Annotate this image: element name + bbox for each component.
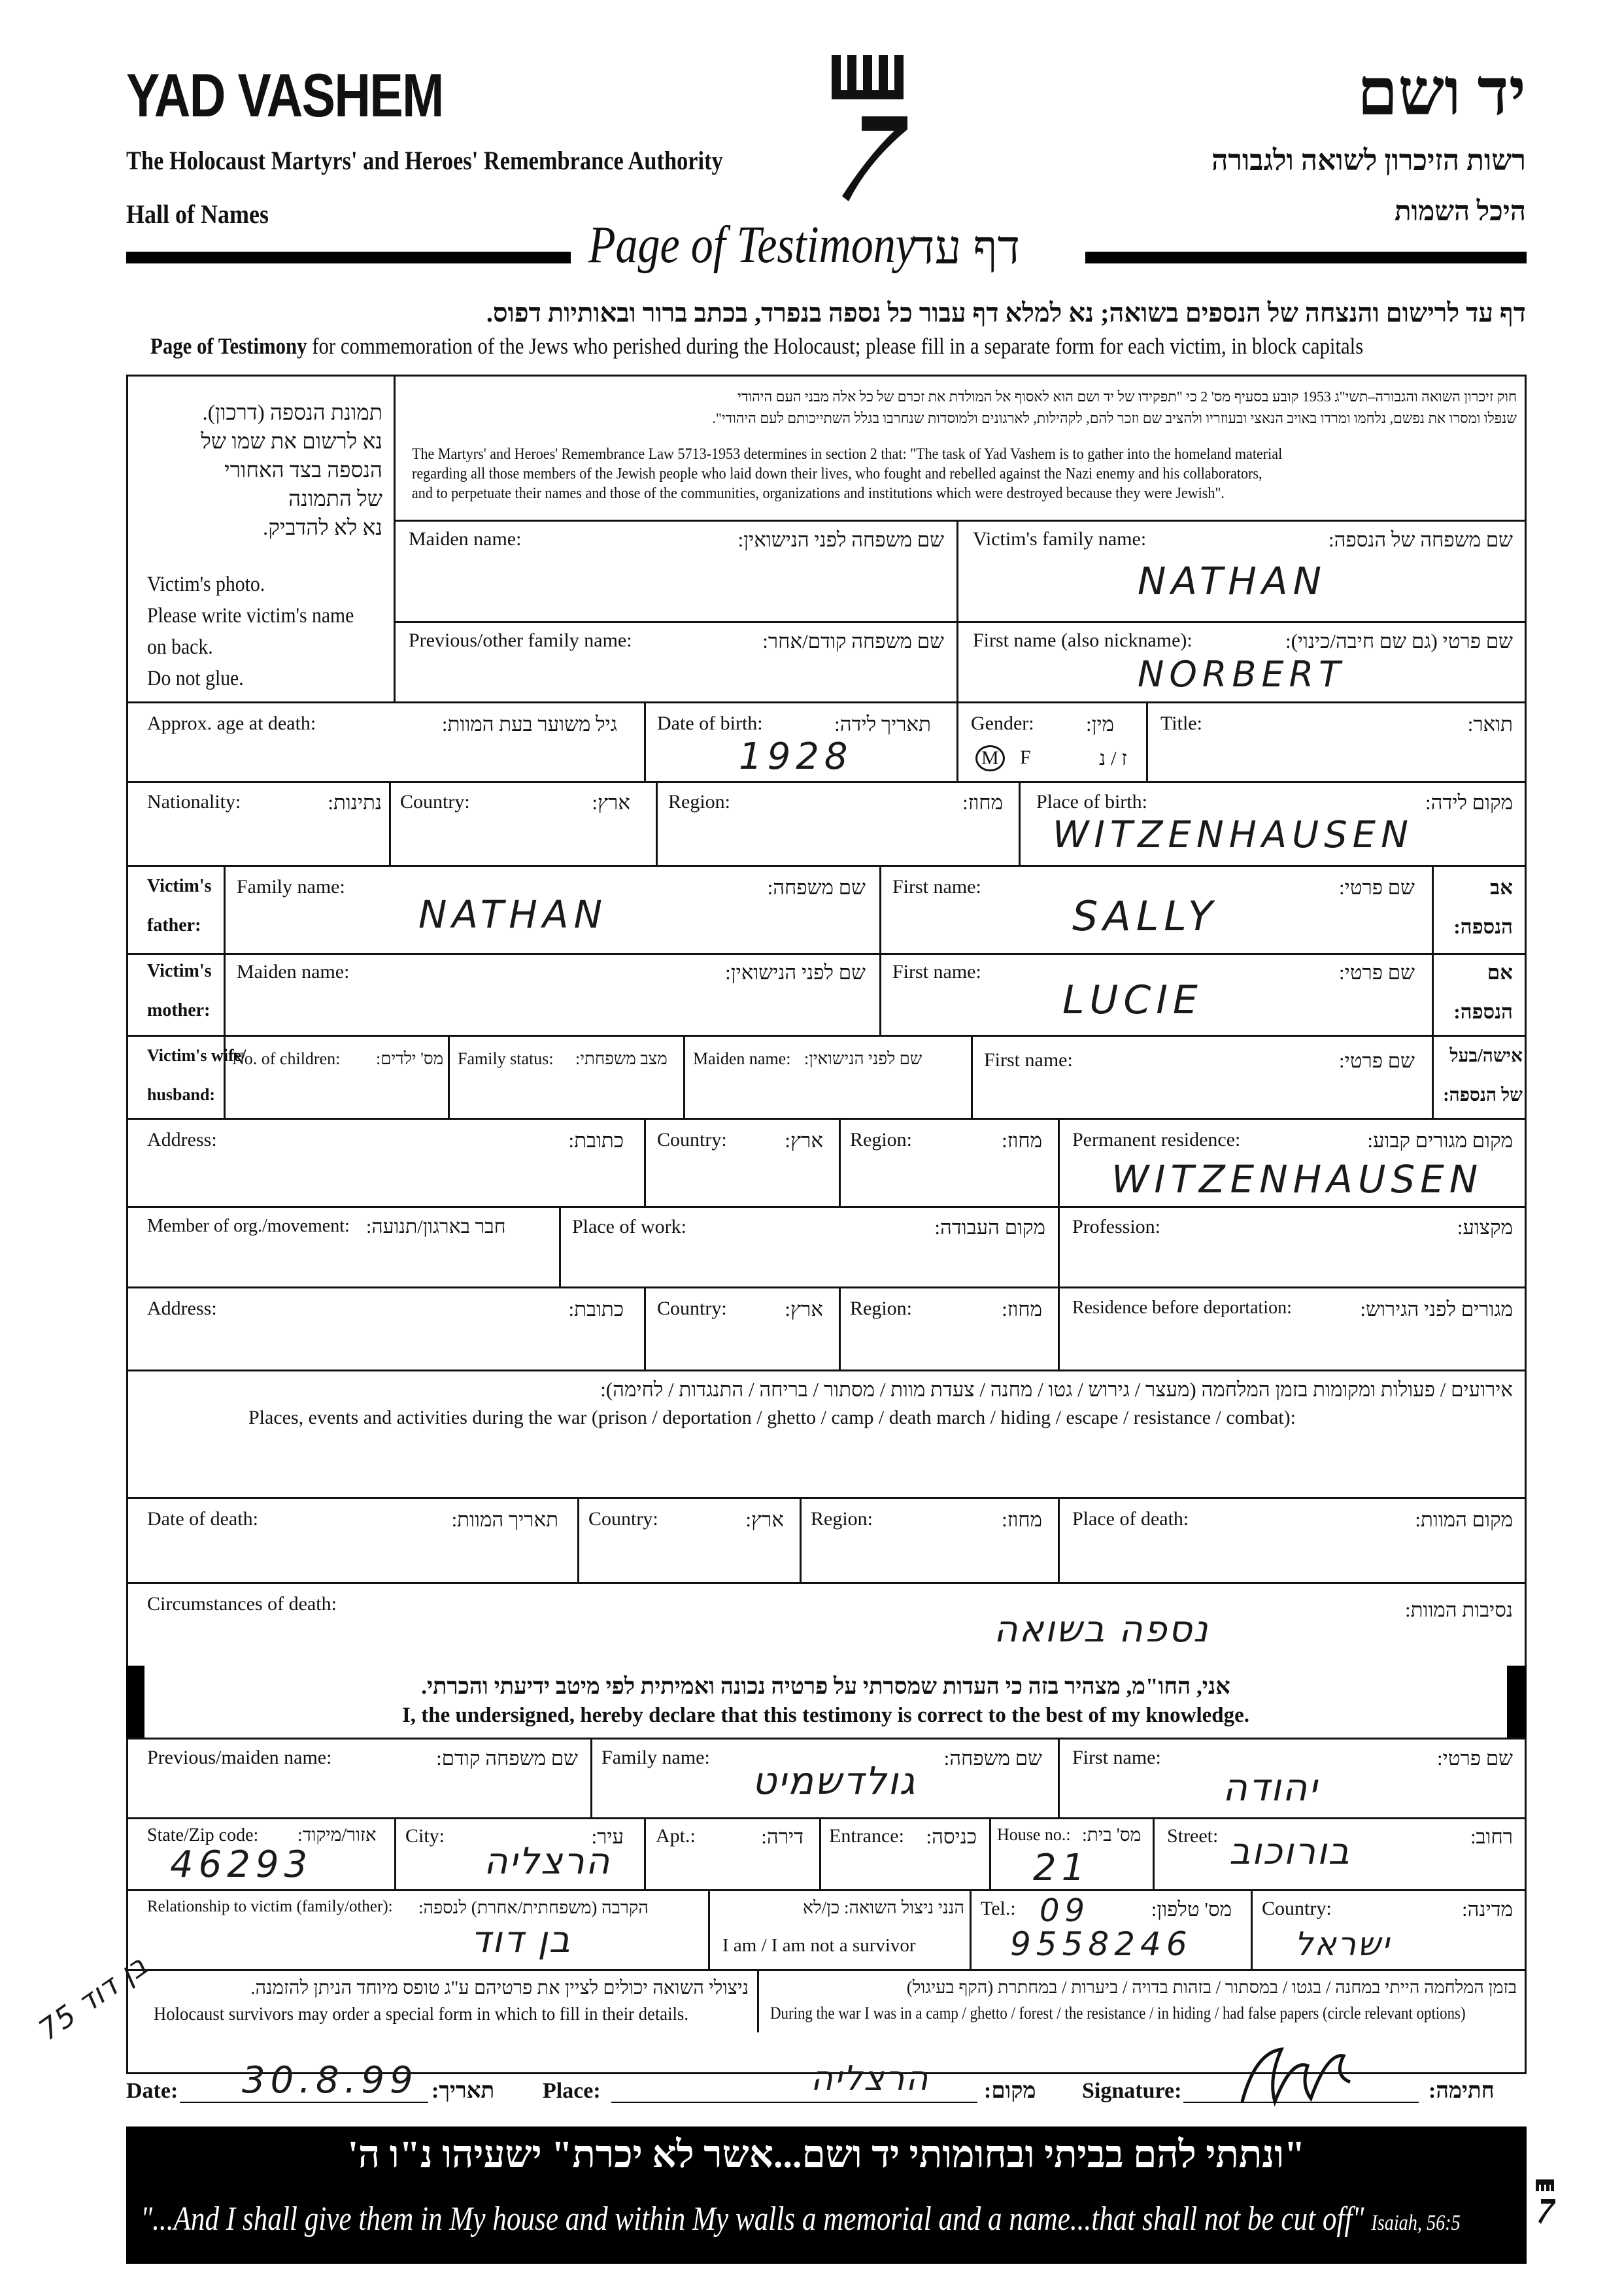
country-label: Country: xyxy=(400,791,470,813)
mother-first-value[interactable]: LUCIE xyxy=(1062,977,1203,1023)
mother-label-2: mother: xyxy=(147,1000,211,1020)
col-rule xyxy=(577,1497,579,1582)
pob-value[interactable]: WITZENHAUSEN xyxy=(1053,814,1413,856)
mother-maiden-label: Maiden name: xyxy=(237,961,350,983)
rule xyxy=(126,1286,1527,1288)
rule xyxy=(126,1497,1527,1499)
dob-label-he: תאריך לידה: xyxy=(834,713,931,735)
header-rule-right xyxy=(1085,252,1527,263)
sub-family-label-he: שם משפחה: xyxy=(943,1747,1042,1770)
rule xyxy=(126,865,1527,867)
perm-res-label-he: מקום מגורים קבוע: xyxy=(1367,1129,1513,1152)
city-label-he: עיר: xyxy=(591,1825,624,1848)
member-label: Member of org./movement: xyxy=(147,1216,350,1236)
rule xyxy=(126,1817,1527,1819)
pod-label-he: מקום המוות: xyxy=(1415,1508,1513,1531)
address-label-he: כתובת: xyxy=(568,1129,624,1152)
org-subtitle-en: The Holocaust Martyrs' and Heroes' Remembrance Authority xyxy=(126,146,723,175)
col-rule xyxy=(644,1817,646,1889)
col-rule xyxy=(879,865,881,1036)
gender-f-option[interactable]: F xyxy=(1020,747,1031,768)
date-underline xyxy=(180,2102,428,2103)
declaration-he: אני, החו"מ, מצהיר בזה כי העדות שמסרתי על פרטיה נכונה ואמיתית לפי מיטב ידיעתי והכרתי. xyxy=(421,1673,1230,1699)
father-first-label-he: שם פרטי: xyxy=(1339,876,1415,899)
circ-value[interactable]: נספה בשואה xyxy=(994,1608,1210,1651)
prev-family-label-he: שם משפחה קודם/אחר: xyxy=(762,630,944,652)
col-rule xyxy=(1146,701,1148,781)
declaration-bar-right xyxy=(1507,1666,1527,1738)
signature-label: Signature: xyxy=(1082,2079,1182,2103)
entrance-label: Entrance: xyxy=(829,1825,904,1847)
col-rule xyxy=(970,1889,972,1969)
mother-label-he-2: הנספה: xyxy=(1453,1000,1513,1023)
circ-label: Circumstances of death: xyxy=(147,1593,337,1615)
photo-en-line: Please write victim's name xyxy=(147,604,354,628)
gender-label: Gender: xyxy=(971,713,1034,734)
perm-res-label: Permanent residence: xyxy=(1072,1129,1241,1151)
country2-label: Country: xyxy=(1262,1898,1332,1919)
work-label-he: מקום העבודה: xyxy=(934,1216,1045,1239)
father-first-label: First name: xyxy=(892,876,981,898)
address-label-he-2: כתובת: xyxy=(568,1298,624,1320)
during-war-en: During the war I was in a camp / ghetto / forest / the resistance / in hiding / had false papers (circle relevant options) xyxy=(770,2004,1466,2023)
age-label: Approx. age at death: xyxy=(147,713,316,734)
mother-first-label: First name: xyxy=(892,961,981,983)
pob-label-he: מקום לידה: xyxy=(1425,791,1513,814)
col-rule xyxy=(956,520,958,701)
nationality-label-he: נתינות: xyxy=(328,791,382,814)
col-rule xyxy=(389,781,391,865)
country-label-he: ארץ: xyxy=(592,791,630,814)
prev-maiden-label: Previous/maiden name: xyxy=(147,1747,332,1768)
photo-instructions-en xyxy=(147,569,354,694)
org-subtitle-he: רשות הזיכרון לשואה ולגבורה xyxy=(1211,144,1526,176)
country2-value[interactable]: ישראל xyxy=(1294,1925,1391,1963)
col-rule xyxy=(1058,1118,1060,1206)
survivors-note-he: ניצולי השואה יכולים לציין את פרטיהם ע"ג טופס מיוחד הניתן להזמנה. xyxy=(250,1977,749,1998)
dod-label: Date of death: xyxy=(147,1508,258,1530)
zip-label-he: אזור/מיקוד: xyxy=(297,1825,377,1845)
country-label-2: Country: xyxy=(657,1129,727,1151)
zip-label: State/Zip code: xyxy=(147,1825,259,1845)
intro-en-rest: for commemoration of the Jews who perished during the Holocaust; please fill in a separate form for each victim, in block capitals xyxy=(312,333,1364,359)
spouse-first-label: First name: xyxy=(984,1049,1073,1071)
rule xyxy=(126,1889,1527,1891)
mother-label-he: אם xyxy=(1487,961,1513,984)
photo-instructions-he xyxy=(134,399,382,543)
father-family-label: Family name: xyxy=(237,876,345,898)
houseno-label: House no.: xyxy=(997,1825,1071,1844)
maiden-name-label: Maiden name: xyxy=(409,528,522,550)
nationality-label: Nationality: xyxy=(147,791,241,813)
pod-label: Place of death: xyxy=(1072,1508,1189,1530)
sub-family-value[interactable]: גולדשמיט xyxy=(752,1758,917,1803)
res-before-label: Residence before deportation: xyxy=(1072,1298,1292,1318)
photo-he-line: תמונת הנספה (דרכון). xyxy=(202,401,382,425)
rule xyxy=(126,1370,1527,1371)
spouse-label-he: אישה/בעל xyxy=(1449,1046,1523,1066)
page-title-he: דף עד xyxy=(912,222,1021,274)
rule xyxy=(126,1035,1527,1037)
prev-family-label: Previous/other family name: xyxy=(409,630,632,651)
rule xyxy=(396,520,1527,522)
org-name-en: YAD VASHEM xyxy=(126,61,443,129)
father-label: Victim's xyxy=(147,876,212,896)
law-he-line: שנפלו ומסרו את נפשם, נלחמו ומרדו באויב הנאצי ובעוזריו ולהציב שם וזכר להם, לקהילות, לארגונים ולמוסדות שנחרבו בגלל השתייכותם לעם היהודי". xyxy=(712,410,1517,426)
survivor-label-he[interactable]: הנני ניצול השואה: כן/לא xyxy=(802,1898,964,1917)
law-en-line: regarding all those members of the Jewish people who laid down their lives, who fought and rebelled against the Nazi enemy and his collaborators, xyxy=(412,465,1262,482)
intro-en-bold: Page of Testimony xyxy=(150,333,307,359)
relationship-label-he: הקרבה (משפחתית/אחרת) לנספה: xyxy=(418,1898,649,1917)
city-value[interactable]: הרצליה xyxy=(484,1840,611,1883)
first-name-nick-label-he: שם פרטי (גם שם חיבה/כינוי): xyxy=(1285,630,1513,652)
title-label-he: תואר: xyxy=(1467,713,1513,735)
law-en-line: and to perpetuate their names and those of the communities, organizations and institutions which were destroyed because they were Jewish". xyxy=(412,485,1225,502)
region-label-he-2: מחוז: xyxy=(1002,1129,1042,1152)
dob-value[interactable]: 1928 xyxy=(739,735,853,778)
col-rule xyxy=(1058,1738,1060,1817)
col-rule xyxy=(989,1817,991,1889)
rule xyxy=(126,701,1527,703)
events-label-he: אירועים / פעולות ומקומות בזמן המלחמה (מעצר / גירוש / גטו / מחנה / צעדת מוות / מסתור / בריחה / התנגדות / לחימה): xyxy=(600,1378,1513,1401)
intro-he: דף עד לרישום והנצחה של הנספים בשואה; נא למלא דף עבור כל נספה בנפרד, בכתב ברור ובאותיות דפוס. xyxy=(486,298,1526,328)
rule xyxy=(126,1118,1527,1120)
sub-first-value[interactable]: יהודה xyxy=(1223,1765,1319,1809)
col-rule xyxy=(1058,1497,1060,1582)
prev-maiden-label-he: שם משפחה קודם: xyxy=(436,1747,578,1770)
houseno-value[interactable]: 21 xyxy=(1033,1847,1091,1889)
col-rule xyxy=(1058,1206,1060,1286)
spouse-first-label-he: שם פרטי: xyxy=(1339,1049,1415,1072)
father-first-value[interactable]: SALLY xyxy=(1072,892,1218,940)
yad-vashem-logo-icon xyxy=(829,51,921,214)
apt-label-he: דירה: xyxy=(761,1825,804,1848)
date-value[interactable]: 30.8.99 xyxy=(242,2059,418,2102)
street-label-he: רחוב: xyxy=(1470,1825,1513,1848)
father-family-value[interactable]: NATHAN xyxy=(418,892,607,937)
victim-family-label-he: שם משפחה של הנספה: xyxy=(1328,528,1513,551)
father-family-label-he: שם משפחה: xyxy=(767,876,866,899)
rule xyxy=(126,953,1527,955)
family-status-label: Family status: xyxy=(458,1049,554,1068)
declaration-en: I, the undersigned, hereby declare that this testimony is correct to the best of my knowledge. xyxy=(401,1704,1250,1727)
father-label-he: אב xyxy=(1490,876,1513,899)
col-rule xyxy=(644,1118,646,1206)
col-rule xyxy=(644,701,646,781)
victim-family-label: Victim's family name: xyxy=(973,528,1147,550)
org-name-he: יד ושם xyxy=(1357,56,1526,129)
region-label-3: Region: xyxy=(850,1298,912,1319)
page-title-en: Page of Testimony xyxy=(588,216,915,274)
city-label: City: xyxy=(405,1825,445,1847)
gender-he-options[interactable]: ז / נ xyxy=(1099,747,1127,769)
col-rule xyxy=(559,1206,561,1286)
col-rule xyxy=(224,865,226,1118)
children-label-he: מס' ילדים: xyxy=(376,1049,444,1068)
margin-note: בן דוד 75 xyxy=(33,1948,154,2047)
street-value[interactable]: בורוכוב xyxy=(1229,1830,1351,1873)
sub-first-label: First name: xyxy=(1072,1747,1161,1768)
street-label: Street: xyxy=(1167,1825,1219,1847)
col-rule xyxy=(819,1817,821,1889)
col-rule xyxy=(683,1035,685,1118)
date-label-he: תאריך: xyxy=(431,2079,495,2103)
footer-quote-en-text: "...And I shall give them in My house and within My walls a memorial and a name...that shall not be cut off" xyxy=(141,2200,1364,2238)
col-rule xyxy=(590,1738,592,1817)
tel-label-he: מס' טלפון: xyxy=(1151,1898,1232,1921)
region-label-he-3: מחוז: xyxy=(1002,1298,1042,1320)
country-label-3: Country: xyxy=(657,1298,727,1319)
gender-m-option[interactable]: M xyxy=(975,745,1005,771)
law-he-line: חוק זיכרון השואה והגבורה–תשי"ג 1953 קובע בסעיף מס' 2 כי "תפקידו של יד ושם הוא לאסוף אל המולדת את זכרם של כל אלה מבני העם היהודי xyxy=(737,388,1517,405)
during-war-he: בזמן המלחמה הייתי במחנה / בגטו / במסתור / בזהות בדויה / ביערות / במחתרת (הקף בעיגול) xyxy=(906,1977,1517,1997)
photo-en-line: Do not glue. xyxy=(147,667,244,690)
profession-label: Profession: xyxy=(1072,1216,1160,1237)
photo-he-line: נא לרשום את שמו של xyxy=(201,430,382,454)
photo-en-line: on back. xyxy=(147,635,213,659)
place-label-he: מקום: xyxy=(984,2079,1036,2103)
apt-label: Apt.: xyxy=(656,1825,696,1847)
tel-label: Tel.: xyxy=(981,1898,1016,1919)
col-rule xyxy=(757,1969,759,2032)
sub-first-label-he: שם פרטי: xyxy=(1437,1747,1513,1770)
work-label: Place of work: xyxy=(572,1216,686,1237)
rule xyxy=(126,1969,1527,1971)
country2-label-he: מדינה: xyxy=(1462,1898,1513,1921)
father-label-he-2: הנספה: xyxy=(1453,915,1513,938)
declaration-bar-left xyxy=(126,1666,144,1738)
law-text-en xyxy=(412,445,1282,503)
entrance-label-he: כניסה: xyxy=(926,1825,977,1848)
children-label: No. of children: xyxy=(232,1049,341,1068)
mother-first-label-he: שם פרטי: xyxy=(1339,961,1415,984)
photo-he-line: של התמונה xyxy=(288,488,382,511)
col-rule xyxy=(839,1286,841,1370)
profession-label-he: מקצוע: xyxy=(1457,1216,1513,1239)
col-rule xyxy=(800,1497,802,1582)
photo-he-line: נא לא להדביק. xyxy=(262,516,382,540)
address-label-2: Address: xyxy=(147,1298,217,1319)
signature-scribble-icon[interactable] xyxy=(1229,2040,1360,2111)
place-label: Place: xyxy=(543,2079,601,2103)
tel-value[interactable]: 9558246 xyxy=(1010,1925,1193,1963)
intro-en xyxy=(150,333,1363,360)
father-label-2: father: xyxy=(147,915,201,935)
address-label: Address: xyxy=(147,1129,217,1151)
dob-label: Date of birth: xyxy=(657,713,763,734)
age-label-he: גיל משוער בעת המוות: xyxy=(441,713,617,735)
rule xyxy=(126,781,1527,783)
events-label: Places, events and activities during the war (prison / deportation / ghetto / camp / death march / hiding / escape / resistance / combat): xyxy=(248,1407,1296,1428)
region-label-he-4: מחוז: xyxy=(1002,1508,1042,1531)
spouse-label-he-2: של הנספה: xyxy=(1443,1085,1523,1105)
col-rule xyxy=(394,1817,396,1889)
mother-label: Victim's xyxy=(147,961,212,981)
col-rule xyxy=(1153,1817,1155,1889)
country-label-he-3: ארץ: xyxy=(785,1298,823,1320)
hall-of-names-en: Hall of Names xyxy=(126,199,269,229)
houseno-label-he: מס' בית: xyxy=(1082,1825,1142,1845)
col-rule xyxy=(839,1118,841,1206)
header-rule-left xyxy=(126,252,571,263)
col-rule xyxy=(448,1035,450,1118)
relationship-label: Relationship to victim (family/other): xyxy=(147,1898,393,1915)
victim-family-value[interactable]: NATHAN xyxy=(1138,559,1327,603)
date-label: Date: xyxy=(126,2079,178,2103)
pob-label: Place of birth: xyxy=(1036,791,1147,813)
res-before-label-he: מגורים לפני הגירוש: xyxy=(1360,1298,1513,1320)
region-label: Region: xyxy=(668,791,730,813)
country-label-4: Country: xyxy=(588,1508,658,1530)
rule xyxy=(396,621,1527,623)
member-label-he: חבר בארגון/תנועה: xyxy=(366,1216,506,1237)
spouse-label-2: husband: xyxy=(147,1085,216,1104)
place-value[interactable]: הרצליה xyxy=(811,2059,930,2098)
col-rule xyxy=(708,1889,710,1969)
law-en-line: The Martyrs' and Heroes' Remembrance Law 5713-1953 determines in section 2 that: "The task of Yad Vashem is to gather into the homeland material xyxy=(412,446,1283,463)
country-label-he-2: ארץ: xyxy=(785,1129,823,1152)
rule xyxy=(126,1206,1527,1208)
zip-value[interactable]: 46293 xyxy=(170,1843,313,1886)
spouse-maiden-label-he: שם לפני הנישואין: xyxy=(804,1049,922,1068)
region-label-4: Region: xyxy=(811,1508,873,1530)
region-label-he: מחוז: xyxy=(962,791,1003,814)
sub-family-label: Family name: xyxy=(601,1747,710,1768)
place-underline xyxy=(611,2102,977,2103)
hall-of-names-he: היכל השמות xyxy=(1395,197,1526,227)
first-name-nick-label: First name (also nickname): xyxy=(973,630,1193,651)
col-rule xyxy=(644,1286,646,1370)
rule xyxy=(126,1738,1527,1740)
col-rule xyxy=(971,1035,973,1118)
footer-quote-en xyxy=(141,2200,1461,2238)
survivor-label: I am / I am not a survivor xyxy=(722,1935,916,1956)
spouse-maiden-label: Maiden name: xyxy=(693,1049,791,1068)
col-rule xyxy=(1432,865,1434,1118)
col-rule xyxy=(1019,781,1021,865)
law-text-he xyxy=(405,386,1517,429)
footer-quote-ref: Isaiah, 56:5 xyxy=(1371,2211,1461,2235)
col-rule xyxy=(1058,1286,1060,1370)
family-status-label-he: מצב משפחתי: xyxy=(575,1049,668,1068)
photo-en-line: Victim's photo. xyxy=(147,573,265,596)
mother-maiden-label-he: שם לפני הנישואין: xyxy=(725,961,866,984)
title-label: Title: xyxy=(1160,713,1202,734)
dod-label-he: תאריך המוות: xyxy=(451,1508,558,1531)
col-rule xyxy=(656,781,658,865)
country-label-he-4: ארץ: xyxy=(745,1508,784,1531)
first-name-value[interactable]: NORBERT xyxy=(1138,654,1346,695)
signature-label-he: חתימה: xyxy=(1429,2079,1495,2103)
circ-label-he: נסיבות המוות: xyxy=(1405,1598,1513,1621)
col-rule xyxy=(956,701,958,781)
survivors-note-en: Holocaust survivors may order a special form in which to fill in their details. xyxy=(154,2004,688,2025)
maiden-name-label-he: שם משפחה לפני הנישואין: xyxy=(737,528,944,551)
region-label-2: Region: xyxy=(850,1129,912,1151)
rule xyxy=(126,1582,1527,1584)
spouse-label: Victim's wife/ xyxy=(147,1046,246,1065)
small-logo-icon xyxy=(1533,2177,1559,2229)
perm-res-value[interactable]: WITZENHAUSEN xyxy=(1111,1157,1483,1202)
col-rule xyxy=(1251,1889,1253,1969)
footer-quote-he: "ונתתי להם בביתי ובחומותי יד ושם...אשר לא יכרת" ישעיהו נ"ו ה' xyxy=(347,2133,1306,2176)
relationship-value[interactable]: בן דוד xyxy=(471,1919,571,1961)
tel-prefix-value[interactable]: 09 xyxy=(1040,1892,1091,1929)
gender-label-he: מין: xyxy=(1085,713,1114,735)
photo-he-line: הנספה בצד האחורי xyxy=(224,459,382,482)
